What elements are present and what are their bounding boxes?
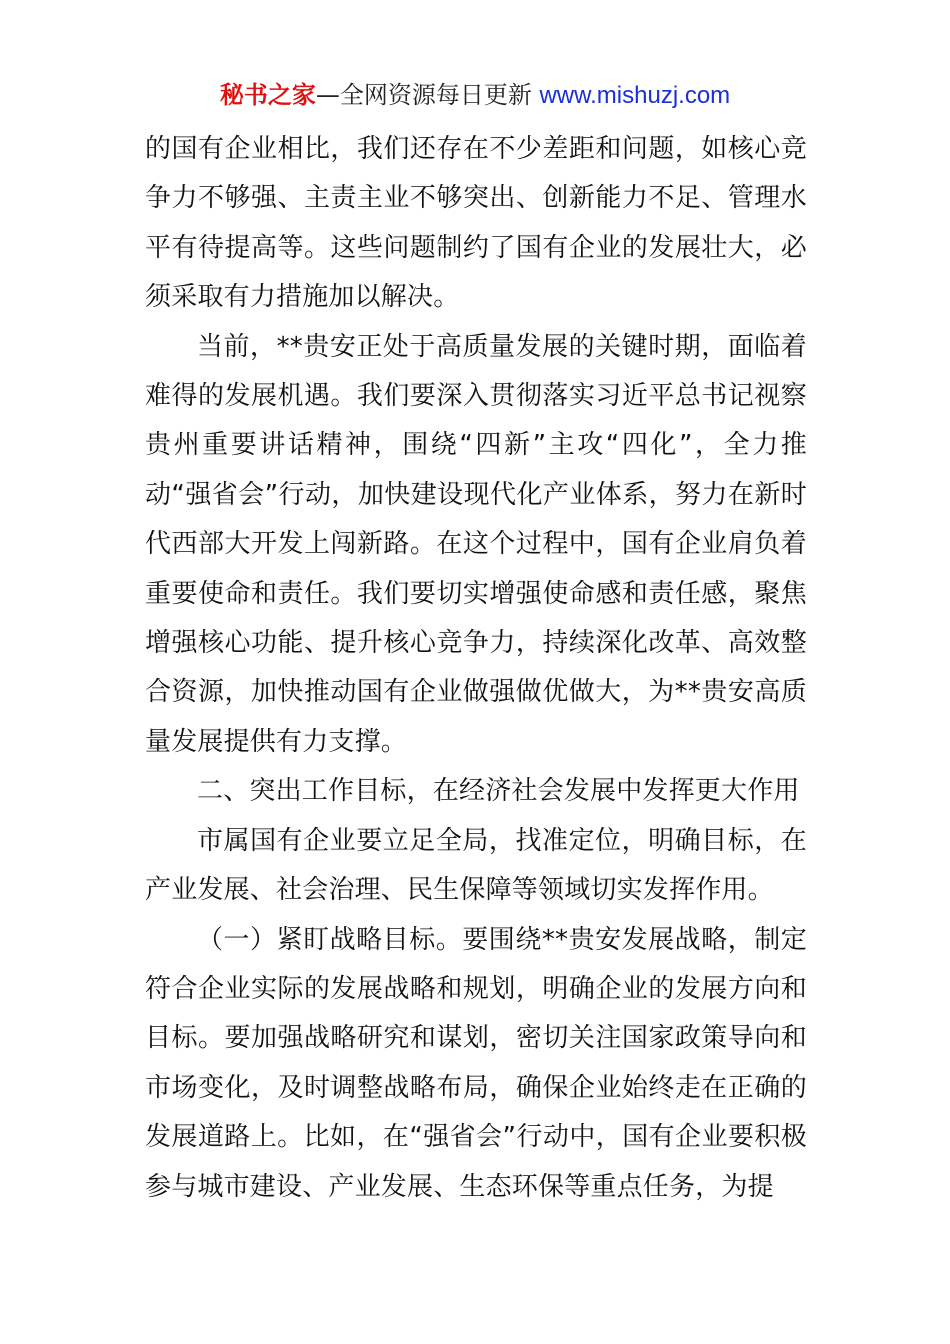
document-body: [145, 125, 807, 1212]
paragraph-strategic-goal: （一）紧盯战略目标。要围绕**贵安发展战略，制定符合企业实际的发展战略和规划，明确企业的发展方向和目标。要加强战略研究和谋划，密切关注国家政策导向和市场变化，及时调整战略布局，确保企业始终走在正确的发展道路上。比如，在“强省会”行动中，国有企业要积极参与城市建设、产业发展、生态环保等重点任务，为提: [145, 924, 807, 1202]
paragraph-current-situation: 当前，**贵安正处于高质量发展的关键时期，面临着难得的发展机遇。我们要深入贯彻落实习近平总书记视察贵州重要讲话精神，围绕“四新”主攻“四化”，全力推动“强省会”行动，加快建设现代化产业体系，努力在新时代西部大开发上闯新路。在这个过程中，国有企业肩负着重要使命和责任。我们要切实增强使命感和责任感，聚焦增强核心功能、提升核心竞争力，持续深化改革、高效整合资源，加快推动国有企业做强做优做大，为**贵安高质量发展提供有力支撑。: [145, 331, 807, 757]
site-url-link[interactable]: www.mishuzj.com: [539, 82, 731, 109]
site-banner: [0, 78, 950, 113]
brand-name: 秘书之家: [219, 81, 316, 109]
banner-tagline: —全网资源每日更新: [315, 81, 540, 109]
section-heading-two: 二、突出工作目标，在经济社会发展中发挥更大作用: [197, 776, 800, 807]
paragraph-continuation: 的国有企业相比，我们还存在不少差距和问题，如核心竞争力不够强、主责主业不够突出、创新能力不足、管理水平有待提高等。这些问题制约了国有企业的发展壮大，必须采取有力措施加以解决。: [145, 134, 807, 313]
paragraph-section-intro: 市属国有企业要立足全局，找准定位，明确目标，在产业发展、社会治理、民生保障等领域切实发挥作用。: [145, 825, 807, 906]
